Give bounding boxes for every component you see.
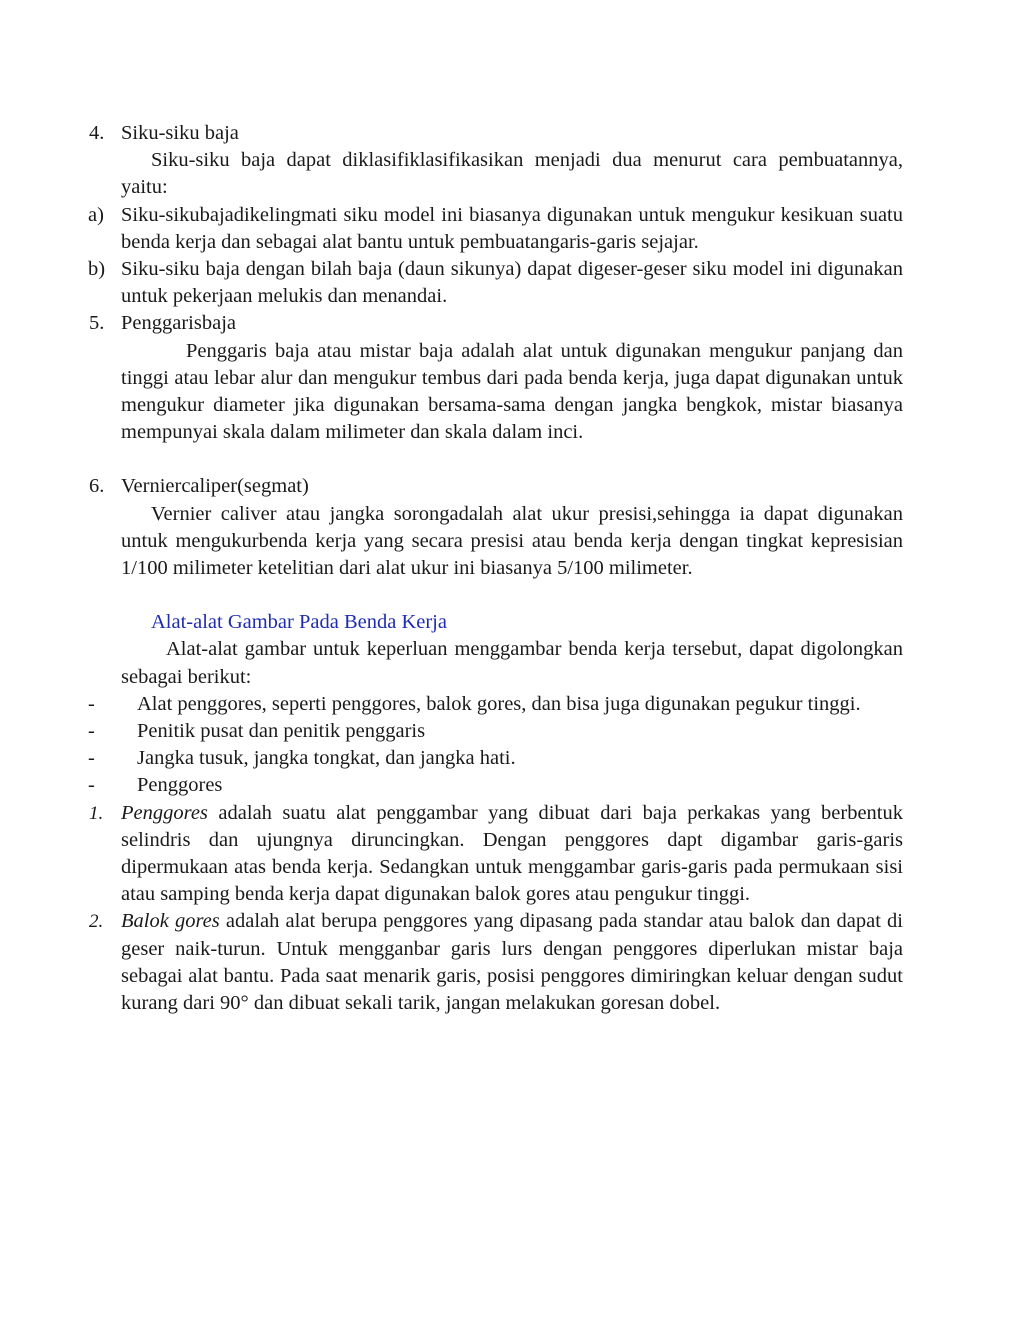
bullet-item xyxy=(88,718,903,745)
bullet-marker: - xyxy=(88,774,95,797)
bullet-text: Penggores xyxy=(137,774,223,797)
section-6-heading xyxy=(89,473,903,500)
list-marker: b) xyxy=(88,258,106,281)
bullet-text: Alat penggores, seperti penggores, balok gores, dan bisa juga digunakan pegukur tinggi. xyxy=(137,692,861,715)
numbered-text: adalah suatu alat penggambar yang dibuat dari baja perkakas yang berbentuk selindris dan ujungnya diruncingkan. Dengan penggores dapt digambar garis-garis dipermukaan atas benda kerja. Sedangkan untuk menggambar garis-garis pada permukaan sisi atau samping benda kerja dapat digunakan balok gores atau pengukur tinggi. xyxy=(121,801,903,906)
section-number: 6. xyxy=(89,475,105,498)
numbered-marker: 1. xyxy=(89,802,104,824)
section-4-intro: Siku-siku baja dapat diklasifiklasifikasikan menjadi dua menurut cara pembuatannya, yaitu: xyxy=(121,149,903,199)
section-title: Siku-siku baja xyxy=(121,122,239,144)
section-5-body: Penggaris baja atau mistar baja adalah alat untuk digunakan mengukur panjang dan tinggi atau lebar alur dan mengukur tembus dari pada benda kerja, juga dapat digunakan untuk mengukur diameter jika digunakan bersama-sama dengan jangka bengkok, mistar biasanya mempunyai skala dalam milimeter dan skala dalam inci. xyxy=(121,339,903,444)
bullet-item xyxy=(88,745,903,772)
list-item xyxy=(88,202,903,256)
numbered-item xyxy=(89,908,903,1017)
list-item-text: Siku-siku baja dengan bilah baja (daun sikunya) dapat digeser-geser siku model ini digunakan untuk pekerjaan melukis dan menandai. xyxy=(121,258,903,308)
section-6-body: Vernier caliver atau jangka sorongadalah alat ukur presisi,sehingga ia dapat digunakan untuk mengukurbenda kerja yang secara presisi atau benda kerja dengan tingkat kepresisian 1/100 milimeter ketelitian dari alat ukur ini biasanya 5/100 milimeter. xyxy=(121,502,903,580)
section-number: 4. xyxy=(89,122,105,144)
document-page xyxy=(0,120,1024,1017)
numbered-term: Penggores xyxy=(121,801,208,824)
bullet-marker: - xyxy=(88,747,95,770)
numbered-term: Balok gores xyxy=(121,910,220,933)
bullet-item xyxy=(88,691,903,718)
numbered-item xyxy=(89,800,903,909)
alat-intro: Alat-alat gambar untuk keperluan menggambar benda kerja tersebut, dapat digolongkan sebagai berikut: xyxy=(121,638,903,688)
bullet-text: Jangka tusuk, jangka tongkat, dan jangka hati. xyxy=(137,747,516,770)
numbered-text: adalah alat berupa penggores yang dipasang pada standar atau balok dan dapat di geser naik-turun. Untuk mengganbar garis lurs dengan penggores diperlukan mistar baja sebagai alat bantu. Pada saat menarik garis, posisi penggores dimiringkan keluar dengan sudut kurang dari 90° dan dibuat sekali tarik, jangan melakukan goresan dobel. xyxy=(121,910,903,1015)
section-number: 5. xyxy=(89,312,105,335)
bullet-item xyxy=(88,772,903,799)
bullet-text: Penitik pusat dan penitik penggaris xyxy=(137,720,426,743)
list-item-text: Siku-sikubajadikelingmati siku model ini biasanya digunakan untuk mengukur kesikuan suatu benda kerja dan sebagai alat bantu untuk pembuatangaris-garis sejajar. xyxy=(121,203,903,253)
list-item xyxy=(88,256,903,310)
alat-heading: Alat-alat Gambar Pada Benda Kerja xyxy=(151,611,447,634)
section-title: Verniercaliper(segmat) xyxy=(121,475,309,498)
bullet-marker: - xyxy=(88,720,95,743)
numbered-marker: 2. xyxy=(89,911,104,933)
section-title: Penggarisbaja xyxy=(121,312,236,335)
bullet-marker: - xyxy=(88,692,95,715)
section-5-heading xyxy=(89,310,903,337)
section-4-heading xyxy=(89,120,903,147)
list-marker: a) xyxy=(88,203,104,226)
